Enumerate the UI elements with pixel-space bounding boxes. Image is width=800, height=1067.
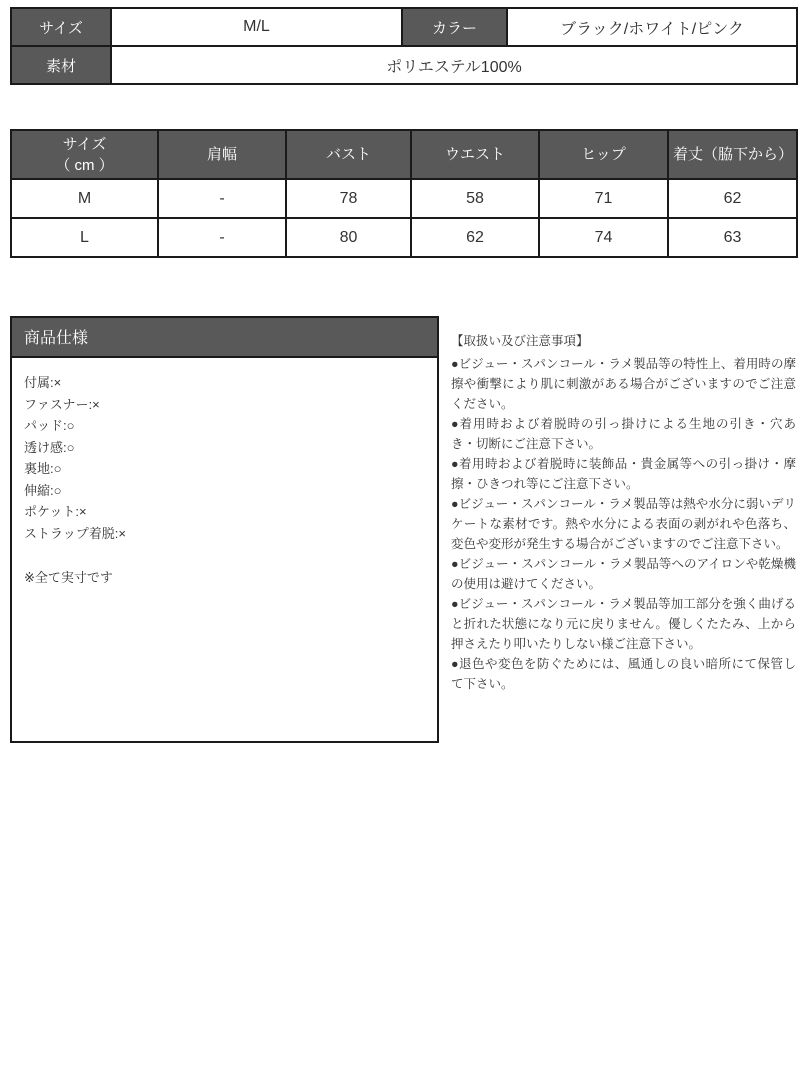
size-chart-cell: L	[11, 218, 158, 257]
info-size-label: サイズ	[11, 8, 111, 46]
spec-measurement-note: ※全て実寸です	[24, 570, 113, 585]
spec-box-title: 商品仕様	[12, 318, 437, 358]
precaution-item: ●退色や変色を防ぐためには、風通しの良い暗所にて保管して下さい。	[451, 657, 796, 691]
precaution-item: ●ビジュー・スパンコール・ラメ製品等へのアイロンや乾燥機の使用は避けてください。	[451, 557, 796, 591]
size-chart-row-l	[11, 218, 797, 257]
spec-item-pocket: ポケット:×	[24, 504, 87, 519]
info-material-value: ポリエステル100%	[111, 46, 797, 84]
precaution-item: ●着用時および着脱時の引っ掛けによる生地の引き・穴あき・切断にご注意下さい。	[451, 417, 796, 451]
precautions-title: 【取扱い及び注意事項】	[451, 334, 589, 348]
spec-item-accessory: 付属:×	[24, 375, 62, 390]
size-chart-col-bust: バスト	[286, 130, 411, 179]
size-chart-cell: 58	[411, 179, 539, 218]
spec-item-pad: パッド:○	[24, 418, 75, 433]
info-color-value: ブラック/ホワイト/ピンク	[507, 8, 797, 46]
size-chart-cell: 74	[539, 218, 668, 257]
size-chart-col-length: 着丈（脇下から）	[668, 130, 797, 179]
size-chart-cell: M	[11, 179, 158, 218]
spec-item-strap: ストラップ着脱:×	[24, 525, 126, 541]
spec-item-lining: 裏地:○	[24, 461, 62, 476]
info-material-label: 素材	[11, 46, 111, 84]
spec-box-body	[12, 358, 437, 589]
info-size-value: M/L	[111, 8, 402, 46]
size-chart-row-m	[11, 179, 797, 218]
bottom-section	[10, 316, 796, 743]
size-chart-cell: 71	[539, 179, 668, 218]
spec-item-stretch: 伸縮:○	[24, 482, 62, 498]
size-chart-cell: 62	[668, 179, 797, 218]
precaution-item: ●着用時および着脱時に装飾品・貴金属等への引っ掛け・摩擦・ひきつれ等にご注意下さい。	[451, 457, 796, 491]
spec-item-sheerness: 透け感:○	[24, 439, 75, 455]
info-row-material	[11, 46, 797, 84]
precaution-item: ●ビジュー・スパンコール・ラメ製品等加工部分を強く曲げると折れた状態になり元に戻りません。優しくたたみ、上から押さえたり叩いたりしない様ご注意下さい。	[451, 597, 796, 651]
size-chart-col-size	[11, 130, 158, 179]
size-chart-col-hip: ヒップ	[539, 130, 668, 179]
product-info-table	[10, 7, 798, 85]
size-chart-col-shoulder: 肩幅	[158, 130, 286, 179]
size-chart-cell: 62	[411, 218, 539, 257]
precaution-item: ●ビジュー・スパンコール・ラメ製品等の特性上、着用時の摩擦や衝撃により肌に刺激がある場合がございますのでご注意ください。	[451, 357, 796, 411]
info-row-size-color	[11, 8, 797, 46]
size-chart-cell: -	[158, 218, 286, 257]
info-color-label: カラー	[402, 8, 507, 46]
size-chart-cell: 78	[286, 179, 411, 218]
spec-item-fastener: ファスナー:×	[24, 396, 100, 412]
precaution-item: ●ビジュー・スパンコール・ラメ製品等は熱や水分に弱いデリケートな素材です。熱や水分による表面の剥がれや色落ち、変色や変形が発生する場合がございますのでご注意下さい。	[451, 497, 796, 551]
size-chart-cell: 80	[286, 218, 411, 257]
product-spec-box	[10, 316, 439, 743]
size-chart-table	[10, 129, 798, 258]
size-chart-cell: -	[158, 179, 286, 218]
size-chart-col-size-line1: サイズ	[62, 135, 107, 153]
size-chart-col-size-line2: （ cm ）	[55, 156, 114, 174]
size-chart-col-waist: ウエスト	[411, 130, 539, 179]
handling-precautions	[451, 316, 796, 694]
size-chart-header-row	[11, 130, 797, 179]
size-chart-cell: 63	[668, 218, 797, 257]
